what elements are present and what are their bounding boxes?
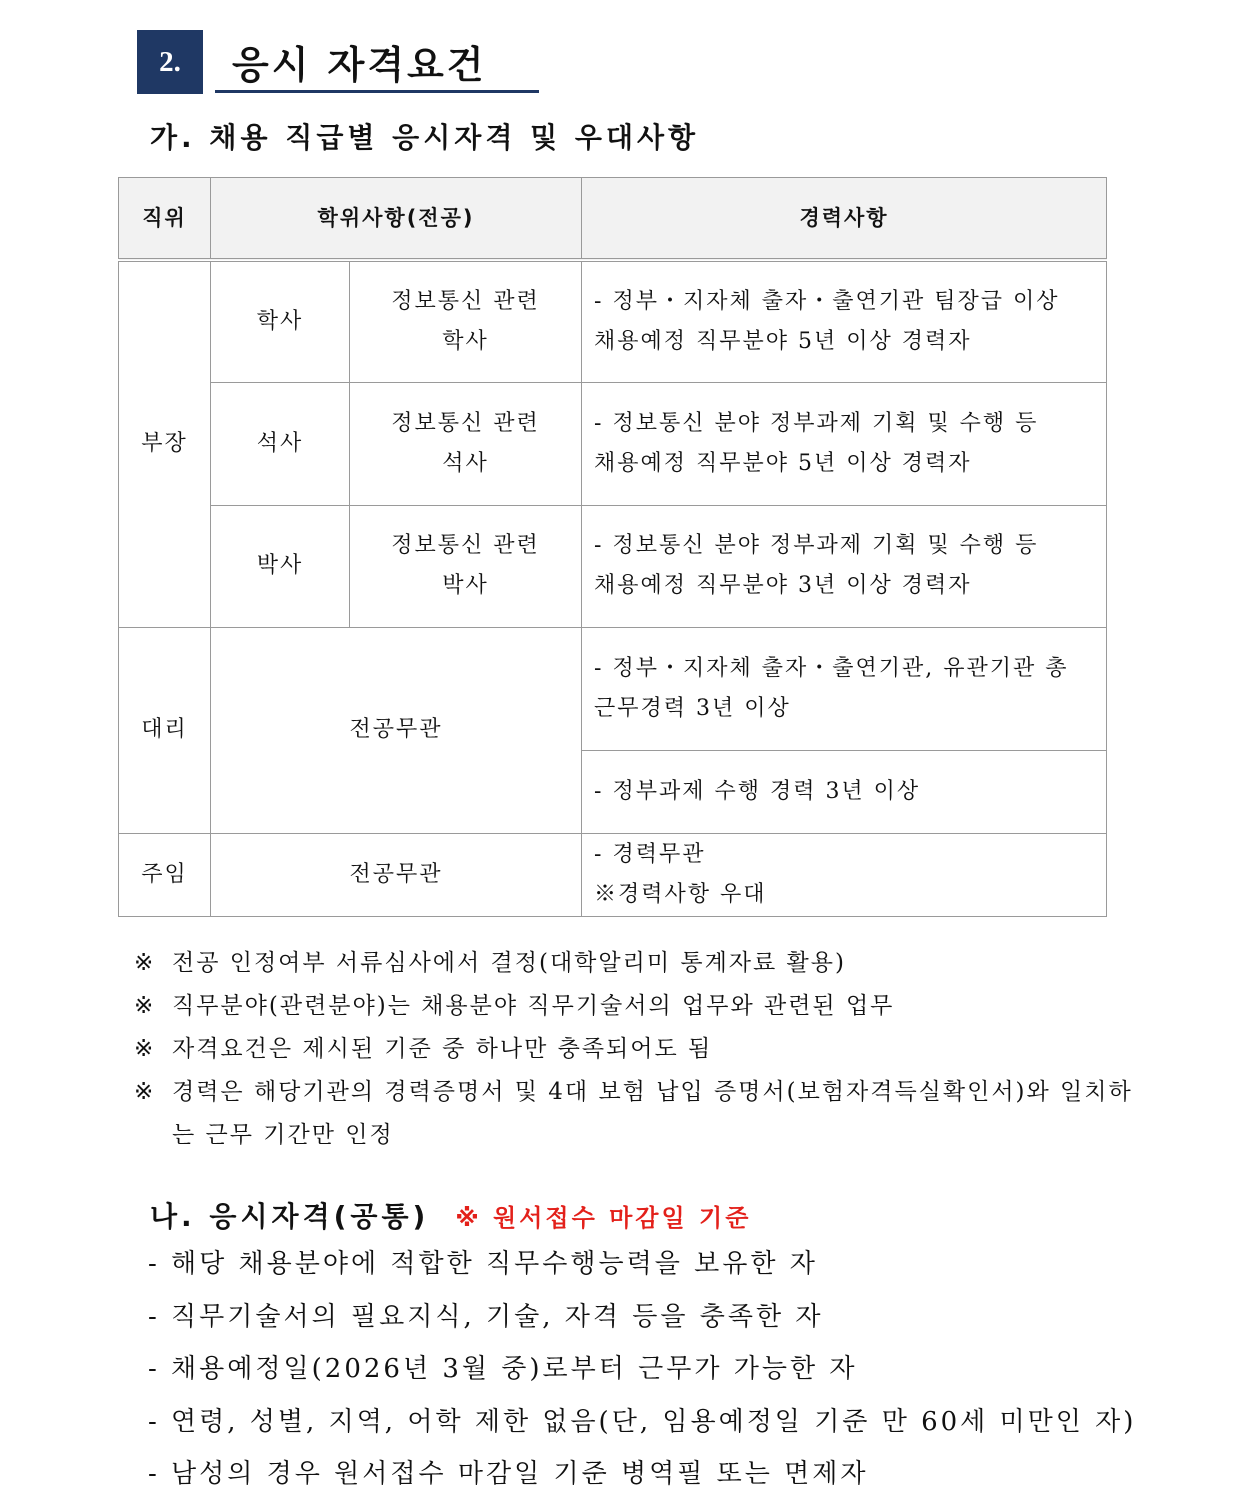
deadline-note: ※ 원서접수 마감일 기준 [455, 1204, 752, 1232]
note-text: 자격요건은 제시된 기준 중 하나만 충족되어도 됨 [172, 1036, 713, 1062]
major-line: 학사 [442, 328, 489, 354]
section-title: 응시 자격요건 [232, 43, 487, 87]
header-degree: 학위사항(전공) [211, 178, 582, 261]
career-line: - 정보통신 분야 정부과제 기획 및 수행 등 [594, 533, 1039, 558]
career-line: 채용예정 직무분야 5년 이상 경력자 [594, 450, 972, 476]
reference-mark-icon: ※ [134, 993, 156, 1019]
degree-cell: 전공무관 [211, 627, 582, 833]
reference-mark-icon: ※ [134, 1036, 156, 1062]
section-heading [137, 30, 539, 96]
section-number: 2. [137, 30, 203, 94]
requirements-table [118, 177, 1107, 917]
career-line: - 정부・지자체 출자・출연기관 팀장급 이상 [594, 288, 1060, 314]
major-line: 석사 [442, 450, 489, 476]
major-line: 정보통신 관련 [391, 288, 540, 314]
table-row [119, 260, 1107, 382]
list-item: - 직무기술서의 필요지식, 기술, 자격 등을 충족한 자 [148, 1301, 824, 1332]
career-line: - 정보통신 분야 정부과제 기획 및 수행 등 [594, 410, 1039, 436]
subsection-a-title: 가. 채용 직급별 응시자격 및 우대사항 [150, 121, 700, 154]
note-item [134, 1071, 1134, 1157]
position-cell: 주임 [119, 833, 211, 916]
major-line: 정보통신 관련 [391, 410, 540, 436]
career-line: - 정부・지자체 출자・출연기관, 유관기관 총 [594, 655, 1069, 681]
career-line: 채용예정 직무분야 3년 이상 경력자 [594, 573, 972, 598]
subsection-b-title: 나. 응시자격(공통) [150, 1200, 430, 1233]
career-line: 근무경력 3년 이상 [594, 695, 791, 721]
career-cell [582, 833, 1107, 916]
career-cell [582, 505, 1107, 627]
career-cell [582, 260, 1107, 382]
position-cell: 부장 [119, 260, 211, 627]
note-item [134, 1028, 1134, 1071]
note-item [134, 985, 1134, 1028]
section-underline [215, 90, 539, 93]
table-row [119, 382, 1107, 505]
career-line: 채용예정 직무분야 5년 이상 경력자 [594, 328, 972, 354]
degree-cell: 석사 [211, 382, 350, 505]
major-line: 박사 [442, 573, 489, 598]
subsection-b-heading [150, 1195, 751, 1235]
common-requirements-list [148, 1238, 1148, 1501]
reference-mark-icon: ※ [134, 950, 156, 976]
note-text: 직무분야(관련분야)는 채용분야 직무기술서의 업무와 관련된 업무 [172, 993, 895, 1019]
degree-cell: 학사 [211, 260, 350, 382]
major-cell [350, 505, 582, 627]
major-cell [350, 382, 582, 505]
major-line: 정보통신 관련 [391, 533, 540, 558]
header-career: 경력사항 [582, 178, 1107, 261]
career-cell [582, 627, 1107, 750]
career-cell: - 정부과제 수행 경력 3년 이상 [582, 750, 1107, 833]
list-item: - 연령, 성별, 지역, 어학 제한 없음(단, 임용예정일 기준 만 60세 미만인 자) [148, 1406, 1137, 1437]
reference-mark-icon: ※ [134, 1079, 156, 1105]
career-line: - 경력무관 [594, 841, 706, 867]
list-item: - 해당 채용분야에 적합한 직무수행능력을 보유한 자 [148, 1249, 818, 1279]
degree-cell: 박사 [211, 505, 350, 627]
table-row [119, 627, 1107, 750]
table-row [119, 833, 1107, 916]
notes-list [134, 942, 1134, 1157]
position-cell: 대리 [119, 627, 211, 833]
table-header-row [119, 178, 1107, 261]
major-cell [350, 260, 582, 382]
career-cell [582, 382, 1107, 505]
header-position: 직위 [119, 178, 211, 261]
list-item: - 채용예정일(2026년 3월 중)로부터 근무가 가능한 자 [148, 1354, 858, 1384]
career-line: ※경력사항 우대 [594, 881, 767, 907]
note-item [134, 942, 1134, 985]
note-text: 경력은 해당기관의 경력증명서 및 4대 보험 납입 증명서(보험자격득실확인서)와 일치하는 근무 기간만 인정 [172, 1079, 1133, 1148]
note-text: 전공 인정여부 서류심사에서 결정(대학알리미 통계자료 활용) [172, 950, 846, 976]
list-item: - 남성의 경우 원서접수 마감일 기준 병역필 또는 면제자 [148, 1459, 869, 1489]
table-row [119, 505, 1107, 627]
degree-cell: 전공무관 [211, 833, 582, 916]
